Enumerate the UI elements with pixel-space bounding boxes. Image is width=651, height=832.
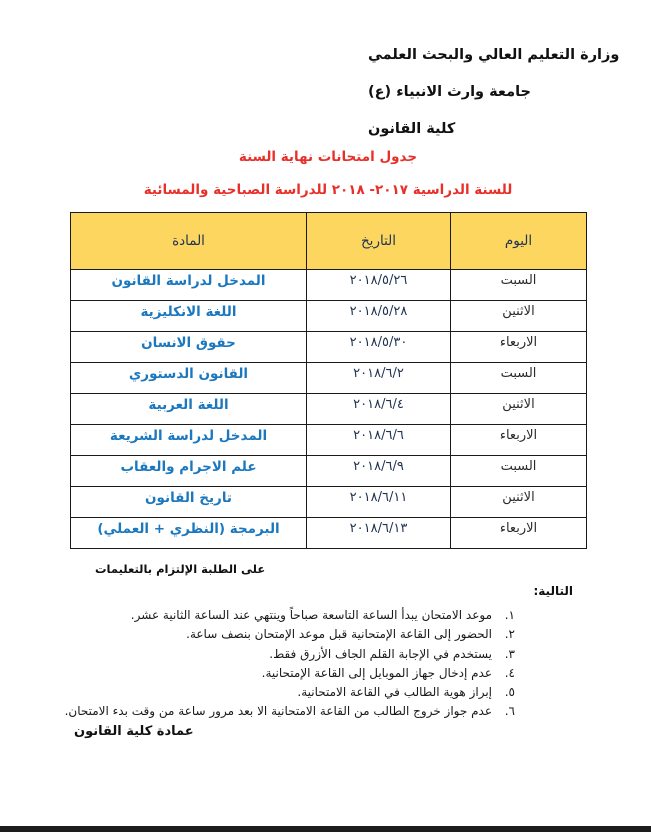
table-header-row <box>71 213 587 270</box>
day-cell: الاربعاء <box>451 518 587 549</box>
table-row <box>71 332 587 363</box>
instruction-item <box>65 666 515 685</box>
page-bottom-edge <box>0 826 651 832</box>
day-cell: الاثنين <box>451 301 587 332</box>
item-number: ٤. <box>504 665 515 680</box>
day-cell: الاربعاء <box>451 425 587 456</box>
table-row <box>71 456 587 487</box>
day-cell: الاربعاء <box>451 332 587 363</box>
date-cell: ٢٠١٨/٥/٢٦ <box>307 270 451 301</box>
subject-cell: اللغة الانكليزية <box>71 301 307 332</box>
exam-schedule-table <box>70 212 587 549</box>
subject-cell: المدخل لدراسة الشريعة <box>71 425 307 456</box>
day-header-cell: اليوم <box>451 213 587 270</box>
table-row <box>71 270 587 301</box>
subject-cell: اللغة العربية <box>71 394 307 425</box>
date-cell: ٢٠١٨/٥/٢٨ <box>307 301 451 332</box>
ministry-line: وزارة التعليم العالي والبحث العلمي <box>368 47 620 63</box>
table-row <box>71 363 587 394</box>
day-cell: الاثنين <box>451 394 587 425</box>
subject-cell: القانون الدستوري <box>71 363 307 394</box>
subject-cell: البرمجة (النظري + العملي) <box>71 518 307 549</box>
date-cell: ٢٠١٨/٦/١٣ <box>307 518 451 549</box>
item-number: ٦. <box>504 704 515 719</box>
item-number: ٣. <box>504 646 515 661</box>
table-row <box>71 425 587 456</box>
date-cell: ٢٠١٨/٥/٣٠ <box>307 332 451 363</box>
date-cell: ٢٠١٨/٦/٦ <box>307 425 451 456</box>
item-number: ٢. <box>504 627 515 642</box>
instructions-intro-continued: التالية: <box>533 584 573 598</box>
item-number: ٥. <box>504 685 515 700</box>
instructions-list <box>65 608 515 724</box>
date-cell: ٢٠١٨/٦/٤ <box>307 394 451 425</box>
item-text: الحضور إلى القاعة الإمتحانية قبل موعد الإمتحان بنصف ساعة. <box>186 627 492 642</box>
subject-cell: المدخل لدراسة القانون <box>71 270 307 301</box>
item-text: يستخدم في الإجابة القلم الجاف الأزرق فقط. <box>269 646 492 661</box>
item-number: ١. <box>504 608 515 622</box>
day-cell: الاثنين <box>451 487 587 518</box>
item-text: عدم إدخال جهاز الموبايل إلى القاعة الإمتحانية. <box>261 665 492 680</box>
subject-header-cell: المادة <box>71 213 307 270</box>
item-text: عدم جواز خروج الطالب من القاعة الامتحانية الا بعد مرور ساعة من وقت بدء الامتحان. <box>64 704 492 719</box>
instruction-item <box>65 685 515 704</box>
table-row <box>71 301 587 332</box>
date-header-cell: التاريخ <box>307 213 451 270</box>
day-cell: السبت <box>451 363 587 394</box>
university-line: جامعة وارث الانبياء (ع) <box>368 84 531 100</box>
day-cell: السبت <box>451 456 587 487</box>
subject-cell: علم الاجرام والعقاب <box>71 456 307 487</box>
table-row <box>71 518 587 549</box>
date-cell: ٢٠١٨/٦/١١ <box>307 487 451 518</box>
item-text: موعد الامتحان يبدأ الساعة التاسعة صباحاً وينتهي عند الساعة الثانية عشر. <box>130 608 492 622</box>
instruction-item <box>65 608 515 627</box>
day-cell: السبت <box>451 270 587 301</box>
exam-schedule-title: جدول امتحانات نهاية السنة <box>238 149 418 165</box>
instruction-item <box>65 627 515 646</box>
date-cell: ٢٠١٨/٦/٢ <box>307 363 451 394</box>
instructions-intro: على الطلبة الإلتزام بالتعليمات <box>95 562 266 576</box>
date-cell: ٢٠١٨/٦/٩ <box>307 456 451 487</box>
letterhead <box>368 44 619 155</box>
academic-year-title: للسنة الدراسية ٢٠١٧- ٢٠١٨ للدراسة الصباحية والمسائية <box>143 182 513 198</box>
table-row <box>71 394 587 425</box>
dean-signature: عمادة كلية القانون <box>74 724 194 739</box>
instruction-item <box>65 647 515 666</box>
subject-cell: تاريخ القانون <box>71 487 307 518</box>
instruction-item <box>65 704 515 723</box>
college-line: كلية القانون <box>368 121 456 137</box>
subject-cell: حقوق الانسان <box>71 332 307 363</box>
table-row <box>71 487 587 518</box>
item-text: إبراز هوية الطالب في القاعة الامتحانية. <box>297 685 492 700</box>
